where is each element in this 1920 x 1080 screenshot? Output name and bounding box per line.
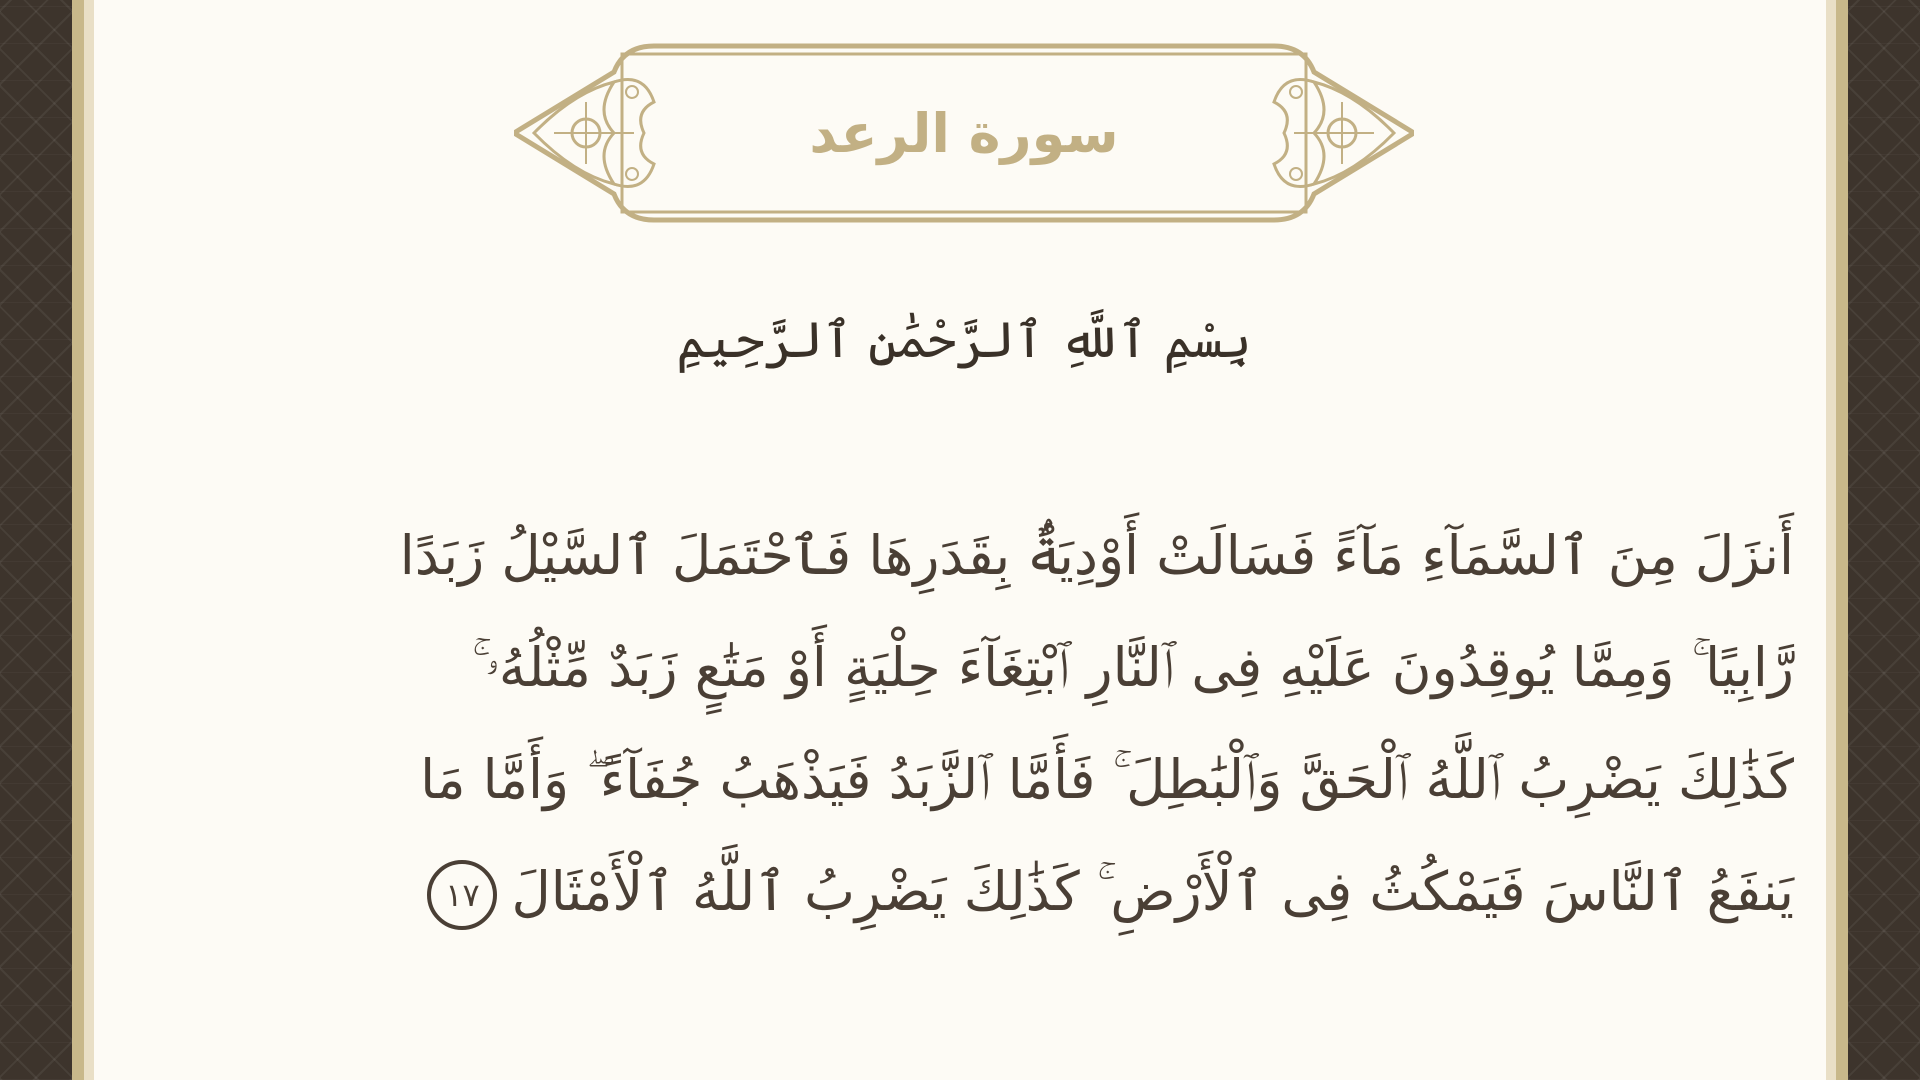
page	[84, 0, 1836, 1080]
left-pattern-border	[0, 0, 72, 1080]
ayah-number-marker: ١٧	[427, 860, 497, 930]
verse-block	[274, 500, 1794, 948]
verse-line: أَنزَلَ مِنَ ٱلسَّمَآءِ مَآءً فَسَالَتْ أَوْدِيَةٌۢ بِقَدَرِهَا فَٱحْتَمَلَ ٱلسَّيْلُ زَبَدًا	[399, 524, 1794, 587]
verse-line-last	[274, 836, 1794, 948]
verse-line-text: يَنفَعُ ٱلنَّاسَ فَيَمْكُثُ فِى ٱلْأَرْضِ ۚ كَذَٰلِكَ يَضْرِبُ ٱللَّهُ ٱلْأَمْثَالَ	[511, 860, 1794, 923]
page-inner	[94, 0, 1826, 1080]
surah-title: سورة الرعد	[809, 101, 1119, 165]
basmala: بِسْمِ ٱللَّهِ ٱلرَّحْمَٰنِ ٱلرَّحِيمِ	[676, 311, 1252, 369]
surah-header	[514, 42, 1414, 224]
right-pattern-border	[1848, 0, 1920, 1080]
verse-line: كَذَٰلِكَ يَضْرِبُ ٱللَّهُ ٱلْحَقَّ وَٱلْبَٰطِلَ ۚ فَأَمَّا ٱلزَّبَدُ فَيَذْهَبُ جُفَآءً ۖ وَأَمَّا مَا	[420, 748, 1794, 811]
verse-line: رَّابِيًا ۚ وَمِمَّا يُوقِدُونَ عَلَيْهِ فِى ٱلنَّارِ ٱبْتِغَآءَ حِلْيَةٍ أَوْ مَتَٰعٍ زَبَدٌ مِّثْلُهُۥ ۚ	[471, 636, 1794, 699]
